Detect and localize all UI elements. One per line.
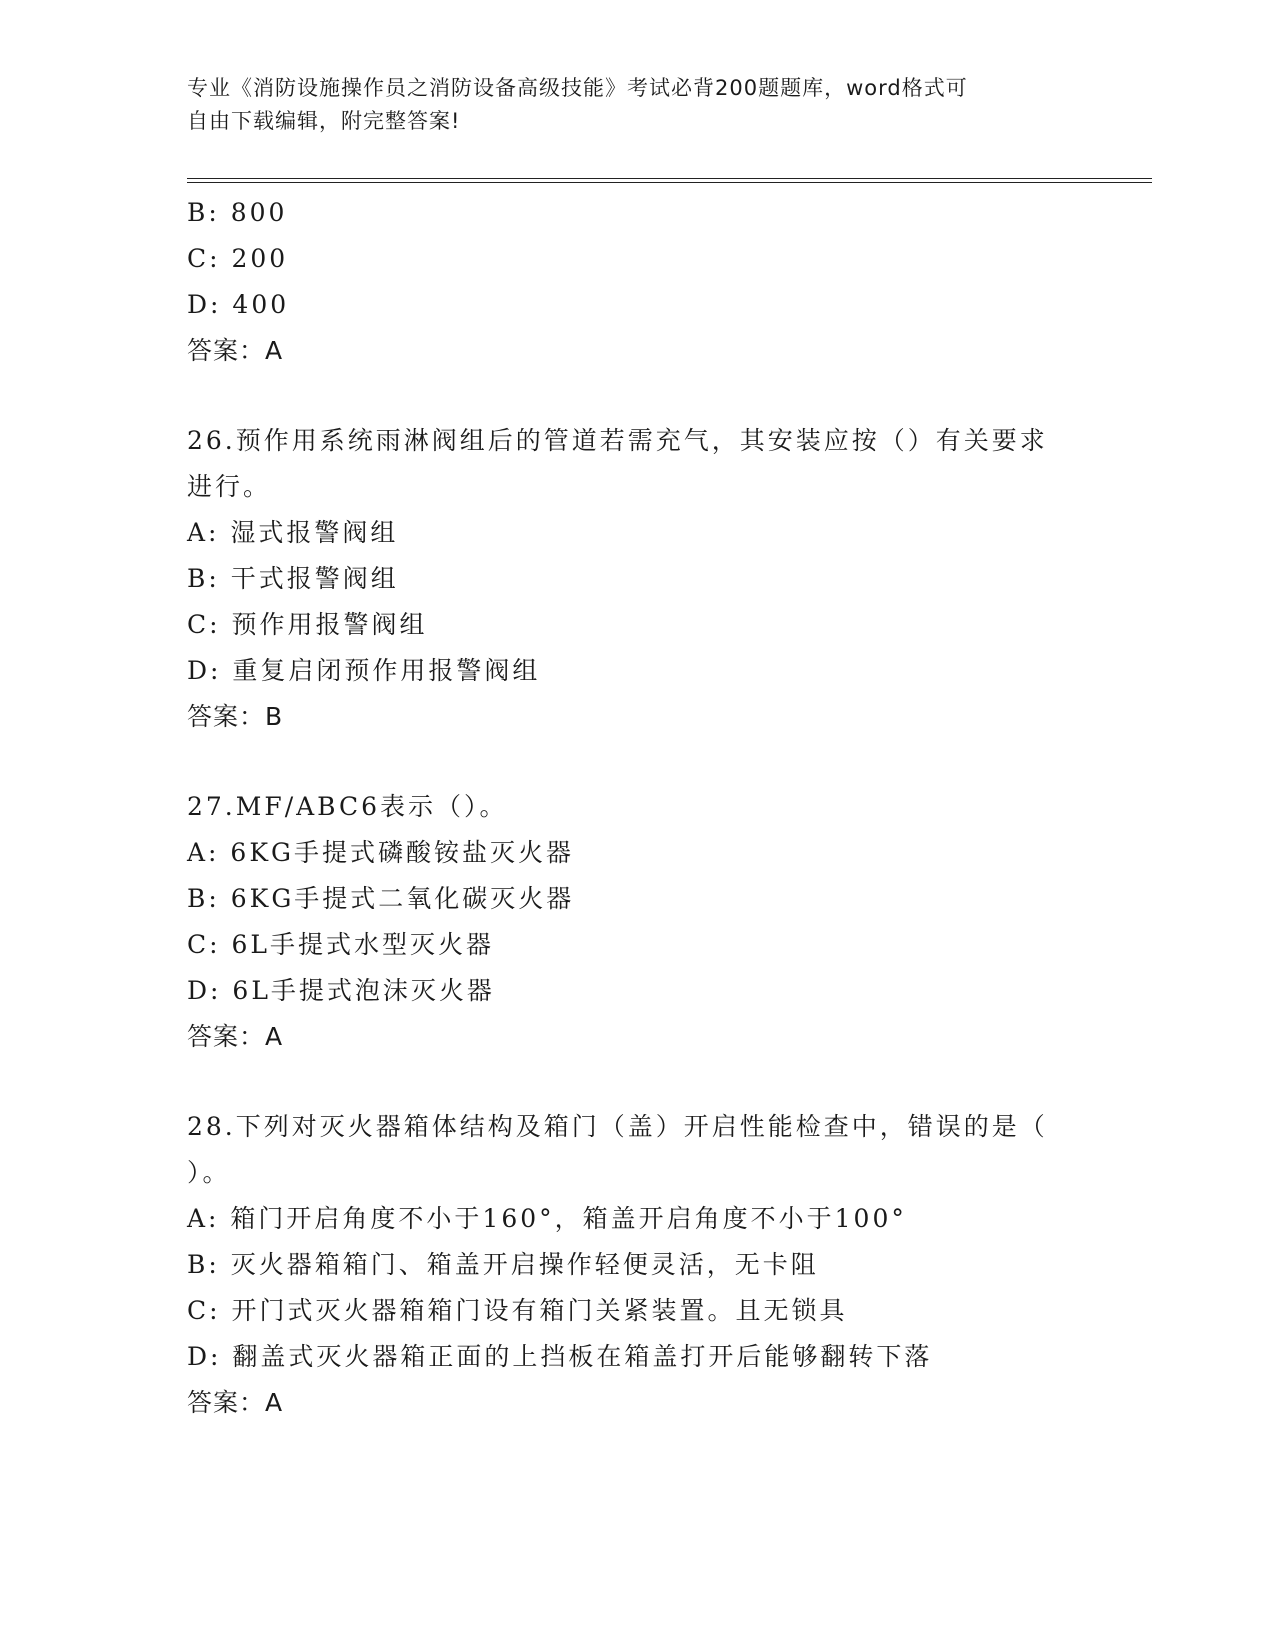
option-b: B: 800	[187, 198, 288, 227]
question-stem-line-2: 进行。	[187, 472, 272, 501]
header-divider-bottom	[187, 182, 1152, 183]
question-stem-line-1: 28.下列对灭火器箱体结构及箱门（盖）开启性能检查中，错误的是（	[187, 1112, 1048, 1141]
option-d: D: 重复启闭预作用报警阀组	[187, 656, 541, 685]
header-divider-top	[187, 178, 1152, 179]
question-27	[187, 784, 1087, 1060]
question-26	[187, 418, 1087, 740]
answer: 答案：B	[187, 702, 284, 731]
option-c: C: 预作用报警阀组	[187, 610, 428, 639]
option-b: B: 干式报警阀组	[187, 564, 399, 593]
question-list	[187, 190, 1087, 1426]
option-c: C: 6L手提式水型灭火器	[187, 930, 495, 959]
answer: 答案：A	[187, 1388, 284, 1417]
question-stem-line-2: ）。	[187, 1158, 231, 1187]
question-25	[187, 190, 1087, 374]
header-line-2: 自由下载编辑，附完整答案!	[187, 109, 461, 133]
option-a: A: 湿式报警阀组	[187, 518, 399, 547]
question-28	[187, 1104, 1087, 1426]
answer: 答案：A	[187, 336, 284, 365]
document-header	[187, 72, 1067, 138]
answer: 答案：A	[187, 1022, 284, 1051]
option-a: A: 6KG手提式磷酸铵盐灭火器	[187, 838, 574, 867]
option-b: B: 6KG手提式二氧化碳灭火器	[187, 884, 575, 913]
option-d: D: 翻盖式灭火器箱正面的上挡板在箱盖打开后能够翻转下落	[187, 1342, 933, 1371]
header-line-1: 专业《消防设施操作员之消防设备高级技能》考试必背200题题库，word格式可	[187, 76, 968, 100]
option-c: C: 200	[187, 244, 289, 273]
option-d: D: 6L手提式泡沫灭火器	[187, 976, 495, 1005]
question-stem-line-1: 27.MF/ABC6表示（）。	[187, 792, 508, 821]
option-a: A: 箱门开启角度不小于160°，箱盖开启角度不小于100°	[187, 1204, 907, 1233]
option-c: C: 开门式灭火器箱箱门设有箱门关紧装置。且无锁具	[187, 1296, 848, 1325]
option-d: D: 400	[187, 290, 290, 319]
option-b: B: 灭火器箱箱门、箱盖开启操作轻便灵活，无卡阻	[187, 1250, 819, 1279]
question-stem-line-1: 26.预作用系统雨淋阀组后的管道若需充气，其安装应按（）有关要求	[187, 426, 1048, 455]
